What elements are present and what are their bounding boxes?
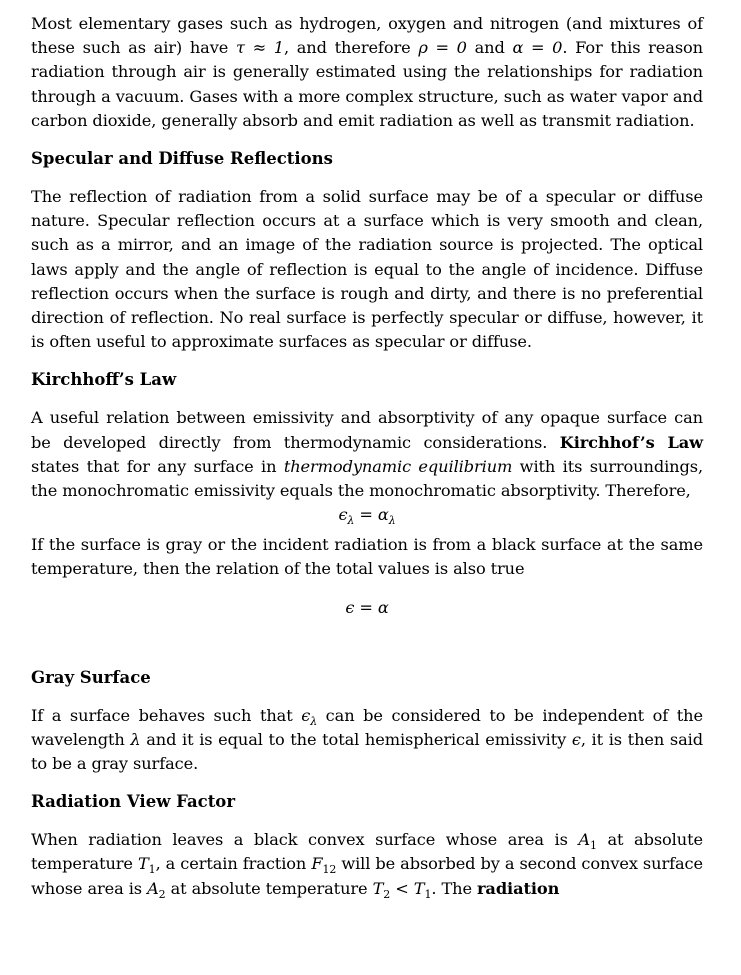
gray-surface-paragraph: If a surface behaves such that $\epsilon_\lambda$ can be considered to be independent of the wavelength λ and it is equal to the total hemispherical emissivity ϵ, it is then said to be a gray surface. xyxy=(31,705,703,774)
kirchhoff-paragraph: A useful relation between emissivity and absorptivity of any opaque surface can be developed directly from thermodynamic considerations. Kirchhof’s Law states that for any surface in thermodynamic equilibrium with its surroundings, the monochromatic emissivity equals the monochromatic absorptivity. Therefore, xyxy=(31,408,703,501)
document-page xyxy=(31,12,703,901)
kirchhoff-paragraph-2: If the surface is gray or the incident radiation is from a black surface at the same temperature, then the relation of the total values is also true xyxy=(31,535,703,579)
intro-paragraph: Most elementary gases such as hydrogen, oxygen and nitrogen (and mixtures of these such as air) have τ ≈ 1, and therefore ρ = 0 and α = 0. For this reason radiation through air is generally estimated using the relationships for radiation through a vacuum. Gases with a more complex structure, such as water vapor and carbon dioxide, generally absorb and emit radiation as well as transmit radiation. xyxy=(31,14,704,130)
equation-total: ϵ = α xyxy=(345,597,389,617)
specular-heading: Specular and Diffuse Reflections xyxy=(31,149,333,169)
specular-paragraph: The reflection of radiation from a solid surface may be of a specular or diffuse nature. Specular reflection occurs at a surface which is very smooth and clean, such as a mirror, and an image of the radiation source is projected. The optical laws apply and the angle of reflection is equal to the angle of incidence. Diffuse reflection occurs when the surface is rough and dirty, and there is no preferential direction of reflection. No real surface is perfectly specular or diffuse, however, it is often useful to approximate surfaces as specular or diffuse. xyxy=(31,187,703,352)
tau-math: τ ≈ 1 xyxy=(236,38,284,58)
equilibrium-italic-term: thermodynamic equilibrium xyxy=(283,456,513,476)
kirchhoff-bold-term: Kirchhof’s Law xyxy=(559,432,703,452)
equation-monochromatic: $\epsilon_\lambda = \alpha_\lambda$ xyxy=(338,505,396,528)
rho-math: ρ = 0 xyxy=(418,38,467,58)
alpha-math: α = 0 xyxy=(512,38,563,58)
view-factor-paragraph: When radiation leaves a black convex surface whose area is $A_1$ at absolute temperature $T_1$, a certain fraction $F_{12}$ will be absorbed by a second convex surface whose area is $A_2$ at absolute temperature $T_2 < T_1$. The radiation xyxy=(31,830,703,901)
gray-surface-heading: Gray Surface xyxy=(31,667,151,687)
view-factor-heading: Radiation View Factor xyxy=(31,792,236,812)
kirchhoff-heading: Kirchhoff’s Law xyxy=(31,370,177,390)
